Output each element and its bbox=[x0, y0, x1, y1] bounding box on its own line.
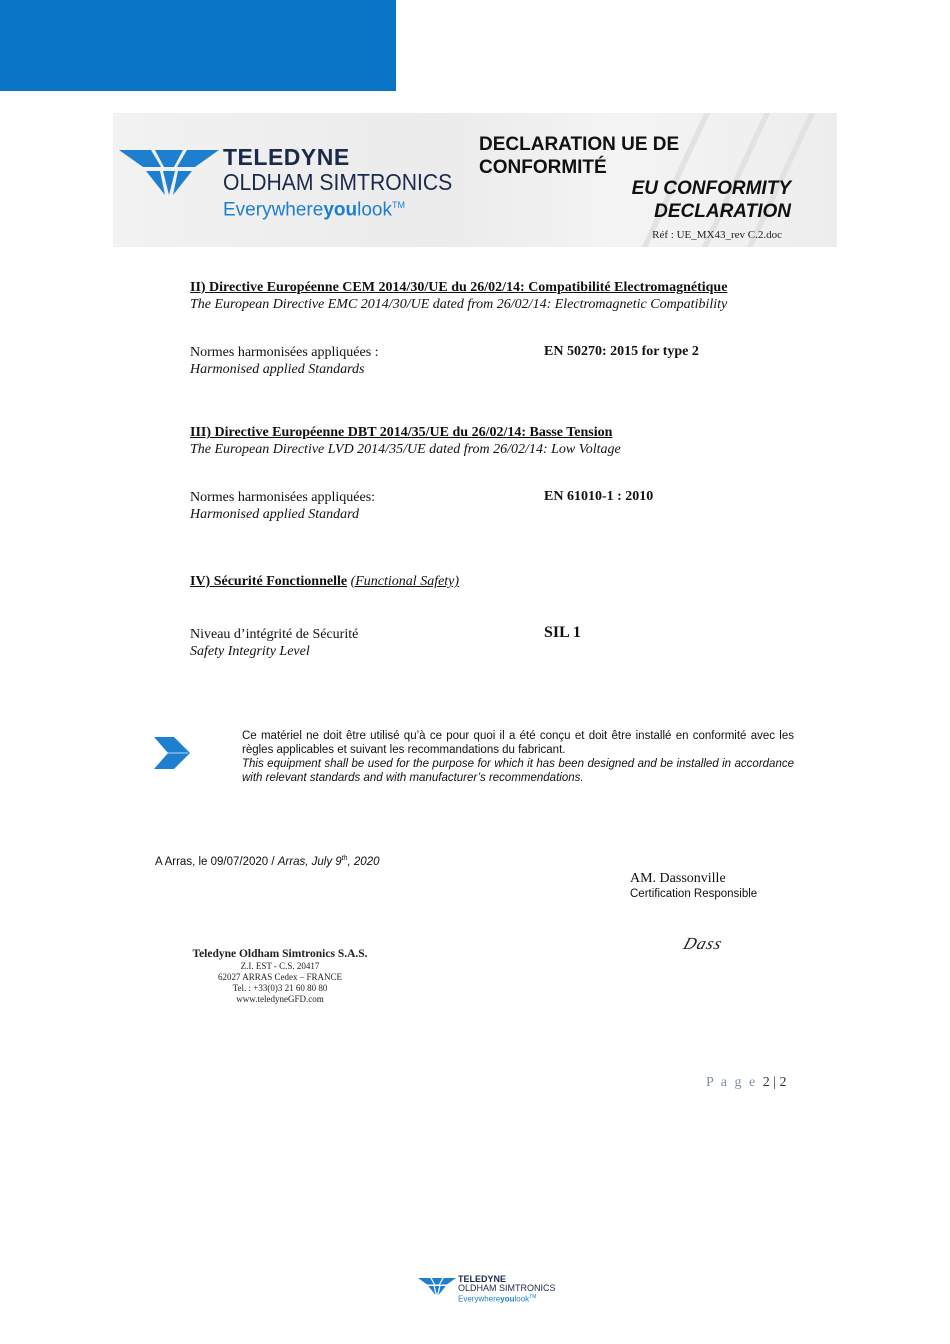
place-date-fr: A Arras, le 09/07/2020 / bbox=[155, 855, 278, 868]
company-address-line-2: 62027 ARRAS Cedex – FRANCE bbox=[217, 972, 342, 982]
footer-logo-tagline bbox=[458, 1293, 556, 1304]
logo-tagline-c: look bbox=[357, 199, 392, 221]
place-and-date bbox=[155, 855, 380, 868]
section-lvd-title: III) Directive Européenne DBT 2014/35/UE du 26/02/14: Basse Tension bbox=[190, 425, 613, 440]
section-safety-title: IV) Sécurité Fonctionnelle bbox=[190, 574, 348, 589]
section-emc-label-en: Harmonised applied Standards bbox=[190, 362, 365, 377]
title-english bbox=[632, 177, 791, 223]
header-banner bbox=[113, 113, 837, 247]
section-emc-label-fr: Normes harmonisées appliquées : bbox=[190, 345, 379, 360]
section-lvd-label bbox=[190, 489, 375, 523]
signer-block bbox=[630, 870, 757, 901]
section-safety-value: SIL 1 bbox=[544, 624, 581, 641]
footer-tagline-c: look bbox=[514, 1294, 530, 1304]
section-emc-heading bbox=[190, 279, 727, 313]
place-date-year: , 2020 bbox=[347, 855, 380, 868]
section-lvd-subtitle: The European Directive LVD 2014/35/UE dated from 26/02/14: Low Voltage bbox=[190, 442, 621, 457]
section-safety-title-en: (Functional Safety) bbox=[350, 574, 460, 589]
section-safety-heading bbox=[190, 573, 459, 590]
footer-logo-text bbox=[458, 1275, 556, 1304]
top-accent-bar bbox=[0, 0, 396, 91]
section-emc-title: II) Directive Européenne CEM 2014/30/UE du 26/02/14: Compatibilité Electromagnétique bbox=[190, 280, 728, 295]
page-number-label: P a g e bbox=[706, 1075, 758, 1090]
company-phone: Tel. : +33(0)3 21 60 80 80 bbox=[232, 983, 328, 993]
footer-tagline-a: Everywhere bbox=[458, 1294, 501, 1304]
company-name: Teledyne Oldham Simtronics S.A.S. bbox=[192, 948, 368, 960]
section-emc-subtitle: The European Directive EMC 2014/30/UE dated from 26/02/14: Electromagnetic Compatibility bbox=[190, 297, 728, 312]
usage-notice-fr: Ce matériel ne doit être utilisé qu’à ce pour quoi il a été conçu et doit être installé en conformité avec les règles applicables et suivant les recommandations du fabricant. bbox=[242, 730, 794, 756]
company-address-line-1: Z.I. EST - C.S. 20417 bbox=[240, 961, 320, 971]
usage-notice bbox=[242, 729, 794, 785]
footer-trademark: TM bbox=[529, 1294, 537, 1300]
chevron-right-icon bbox=[154, 737, 190, 769]
logo-tagline bbox=[223, 194, 472, 221]
logo-line-2: OLDHAM SIMTRONICS bbox=[223, 169, 453, 195]
company-website: www.teledyneGFD.com bbox=[236, 994, 324, 1004]
logo-tagline-a: Everywhere bbox=[223, 199, 324, 221]
section-emc-label bbox=[190, 344, 379, 378]
section-safety-label-fr: Niveau d’intégrité de Sécurité bbox=[190, 627, 359, 642]
company-address bbox=[180, 947, 380, 1005]
section-lvd-value: EN 61010-1 : 2010 bbox=[544, 489, 654, 504]
footer-tagline-b: you bbox=[500, 1294, 515, 1304]
section-lvd-label-en: Harmonised applied Standard bbox=[190, 507, 360, 522]
place-date-ordinal: th bbox=[341, 855, 348, 862]
title-english-line-2: DECLARATION bbox=[654, 201, 791, 222]
handwritten-signature: Dass bbox=[681, 934, 726, 953]
section-safety-label bbox=[190, 626, 358, 660]
page-number bbox=[706, 1075, 787, 1091]
title-french-line-1: DECLARATION UE DE bbox=[479, 134, 680, 155]
signer-name: AM. Dassonville bbox=[630, 871, 726, 886]
logo-tagline-b: you bbox=[323, 199, 358, 221]
signer-role: Certification Responsible bbox=[630, 888, 758, 900]
place-date-en bbox=[278, 856, 380, 868]
usage-notice-en: This equipment shall be used for the purpose for which it has been designed and be installed in accordance with relevant standards and with manufacturer’s recommendations. bbox=[242, 758, 794, 784]
section-safety-label-en: Safety Integrity Level bbox=[190, 644, 310, 659]
company-logo-text bbox=[223, 145, 472, 221]
section-lvd-label-fr: Normes harmonisées appliquées: bbox=[190, 490, 376, 505]
teledyne-logo-icon bbox=[418, 1275, 456, 1297]
place-date-en-text: Arras, July 9 bbox=[277, 855, 342, 868]
section-emc-value: EN 50270: 2015 for type 2 bbox=[544, 344, 699, 359]
title-english-line-1: EU CONFORMITY bbox=[631, 178, 791, 199]
document-reference: Réf : UE_MX43_rev C.2.doc bbox=[652, 229, 782, 241]
logo-line-1: TELEDYNE bbox=[223, 144, 350, 170]
footer-logo-line-1: TELEDYNE bbox=[458, 1274, 507, 1284]
title-french-line-2: CONFORMITÉ bbox=[479, 157, 607, 178]
page-number-current: 2 | 2 bbox=[762, 1075, 787, 1090]
teledyne-logo-icon bbox=[119, 145, 219, 197]
section-lvd-heading bbox=[190, 424, 621, 458]
title-french bbox=[479, 133, 679, 179]
footer-logo-line-2: OLDHAM SIMTRONICS bbox=[458, 1283, 556, 1293]
logo-trademark: TM bbox=[391, 200, 405, 210]
